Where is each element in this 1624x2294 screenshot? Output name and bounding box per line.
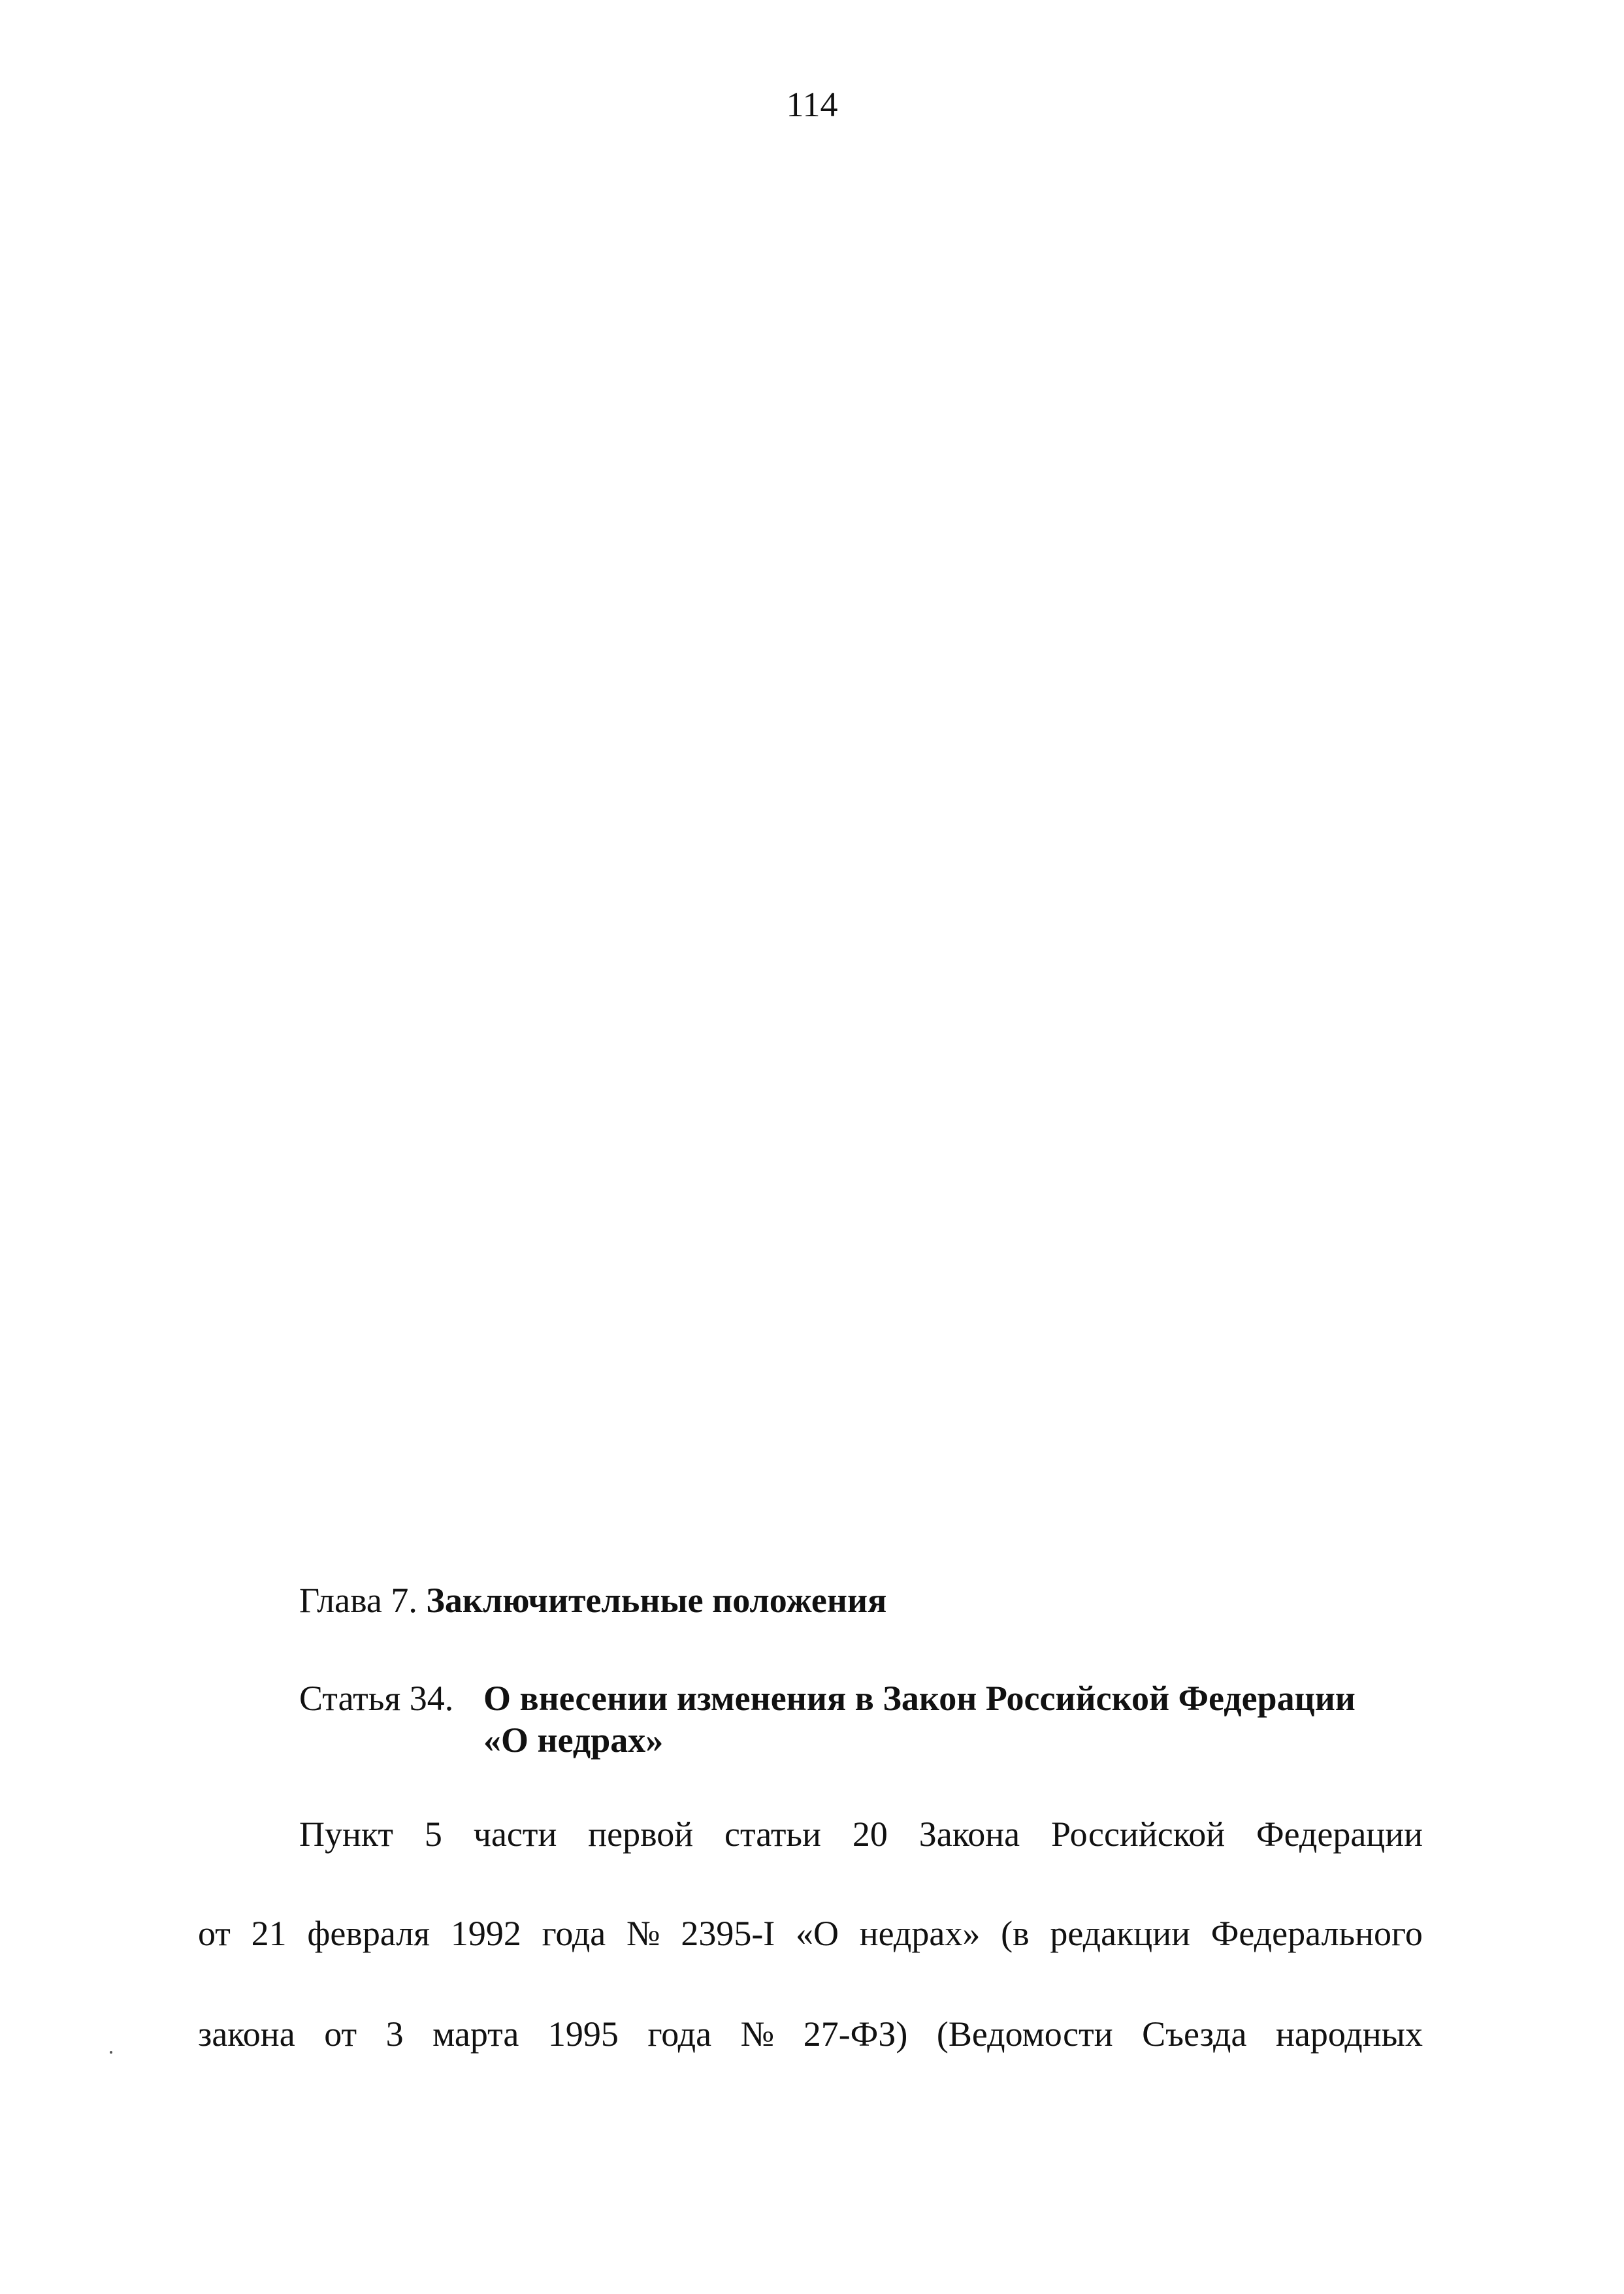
- word: 1992: [450, 1914, 521, 1953]
- word: от: [198, 1914, 231, 1953]
- word: 2395-I: [681, 1914, 775, 1953]
- paragraph-line-2: [198, 1913, 1423, 1954]
- word: «О: [796, 1914, 839, 1953]
- word: года: [647, 2014, 712, 2054]
- article-title-line-1: О внесении изменения в Закон Российской Федерации: [483, 1679, 1356, 1718]
- word: недрах»: [859, 1914, 981, 1953]
- scan-speck: [110, 2051, 112, 2054]
- word: 5: [424, 1815, 442, 1854]
- paragraph-line-3: [198, 2013, 1423, 2055]
- article-title-line-2: «О недрах»: [483, 1720, 664, 1760]
- word: (Ведомости: [936, 2014, 1113, 2054]
- word: Федерального: [1210, 1914, 1423, 1953]
- word: редакции: [1050, 1914, 1191, 1953]
- word: февраля: [307, 1914, 430, 1953]
- article-title: [483, 1677, 1424, 1761]
- word: №: [740, 2014, 775, 2054]
- word: Федерации: [1256, 1815, 1423, 1854]
- word: Съезда: [1142, 2014, 1247, 2054]
- word: от: [324, 2014, 357, 2054]
- word: статьи: [724, 1815, 821, 1854]
- word: №: [626, 1914, 660, 1953]
- word: Пункт: [299, 1815, 394, 1854]
- word: 21: [251, 1914, 287, 1953]
- chapter-heading: [299, 1579, 886, 1621]
- word: марта: [432, 2014, 519, 2054]
- word: первой: [588, 1815, 694, 1854]
- word: народных: [1276, 2014, 1423, 2054]
- chapter-prefix: Глава 7.: [299, 1581, 417, 1620]
- word: 1995: [547, 2014, 619, 2054]
- paragraph-line-1: [299, 1813, 1423, 1855]
- word: 3: [385, 2014, 404, 2054]
- article-label: Статья 34.: [299, 1679, 454, 1718]
- chapter-title: Заключительные положения: [426, 1581, 887, 1620]
- word: 27-ФЗ): [803, 2014, 908, 2054]
- word: части: [473, 1815, 557, 1854]
- word: Закона: [918, 1815, 1020, 1854]
- word: (в: [1001, 1914, 1030, 1953]
- word: Российской: [1050, 1815, 1226, 1854]
- word: закона: [198, 2014, 295, 2054]
- word: года: [542, 1914, 606, 1953]
- page-number: 114: [786, 85, 838, 124]
- word: 20: [852, 1815, 888, 1854]
